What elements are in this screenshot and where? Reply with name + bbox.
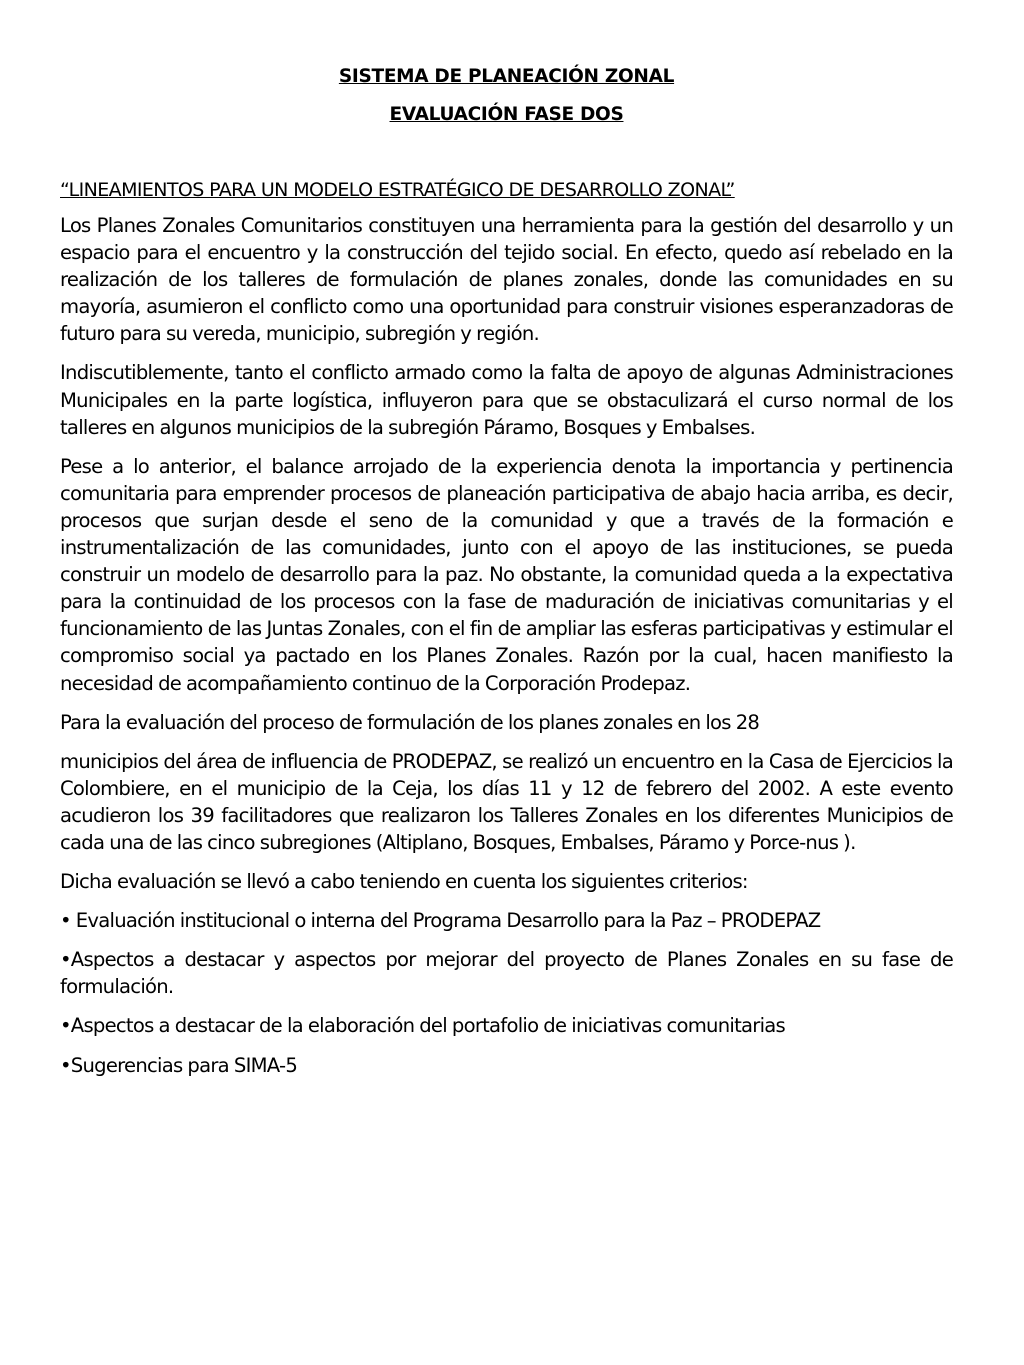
document-page bbox=[60, 64, 953, 1091]
bullet-item: • Evaluación institucional o interna del Programa Desarrollo para la Paz – PRODEPAZ bbox=[60, 909, 821, 933]
bullet-item: •Sugerencias para SIMA-5 bbox=[60, 1053, 298, 1077]
paragraph: Los Planes Zonales Comunitarios constituyen una herramienta para la gestión del desarrollo y un espacio para el encuentro y la construcción del tejido social. En efecto, quedo así rebelado en la realización de los talleres de formulación de planes zonales, donde las comunidades en su mayoría, asumieron el conflicto como una oportunidad para construir visiones esperanzadoras de futuro para su vereda, municipio, subregión y región. bbox=[60, 214, 953, 346]
paragraph: Indiscutiblemente, tanto el conflicto armado como la falta de apoyo de algunas Administraciones Municipales en la parte logística, influyeron para que se obstaculizará el curso normal de los talleres en algunos municipios de la subregión Páramo, Bosques y Embalses. bbox=[60, 361, 953, 439]
bullet-item: •Aspectos a destacar de la elaboración del portafolio de iniciativas comunitarias bbox=[60, 1014, 785, 1038]
document-title: SISTEMA DE PLANEACIÓN ZONAL bbox=[338, 66, 675, 87]
document-subtitle-phase: EVALUACIÓN FASE DOS bbox=[389, 104, 624, 125]
section-heading: “LINEAMIENTOS PARA UN MODELO ESTRATÉGICO DE DESARROLLO ZONAL” bbox=[60, 179, 735, 201]
paragraph: Pese a lo anterior, el balance arrojado de la experiencia denota la importancia y pertinencia comunitaria para emprender procesos de planeación participativa de abajo hacia arriba, es decir, procesos que surjan desde el seno de la comunidad y que a través de la formación e instrumentalización de las comunidades, junto con el apoyo de las instituciones, se pueda construir un modelo de desarrollo para la paz. No obstante, la comunidad queda a la expectativa para la continuidad de los procesos con la fase de maduración de iniciativas comunitarias y el funcionamiento de las Juntas Zonales, con el fin de ampliar las esferas participativas y estimular el compromiso social ya pactado en los Planes Zonales. Razón por la cual, hacen manifiesto la necesidad de acompañamiento continuo de la Corporación Prodepaz. bbox=[60, 454, 953, 695]
paragraph: municipios del área de influencia de PRODEPAZ, se realizó un encuentro en la Casa de Ejercicios la Colombiere, en el municipio de la Ceja, los días 11 y 12 de febrero del 2002. A este evento acudieron los 39 facilitadores que realizaron los Talleres Zonales en los diferentes Municipios de cada una de las cinco subregiones (Altiplano, Bosques, Embalses, Páramo y Porce-nus ). bbox=[60, 749, 953, 854]
paragraph: Para la evaluación del proceso de formulación de los planes zonales en los 28 bbox=[60, 710, 760, 734]
paragraph: Dicha evaluación se llevó a cabo teniendo en cuenta los siguientes criterios: bbox=[60, 870, 748, 894]
bullet-item: •Aspectos a destacar y aspectos por mejorar del proyecto de Planes Zonales en su fase de formulación. bbox=[60, 948, 953, 999]
